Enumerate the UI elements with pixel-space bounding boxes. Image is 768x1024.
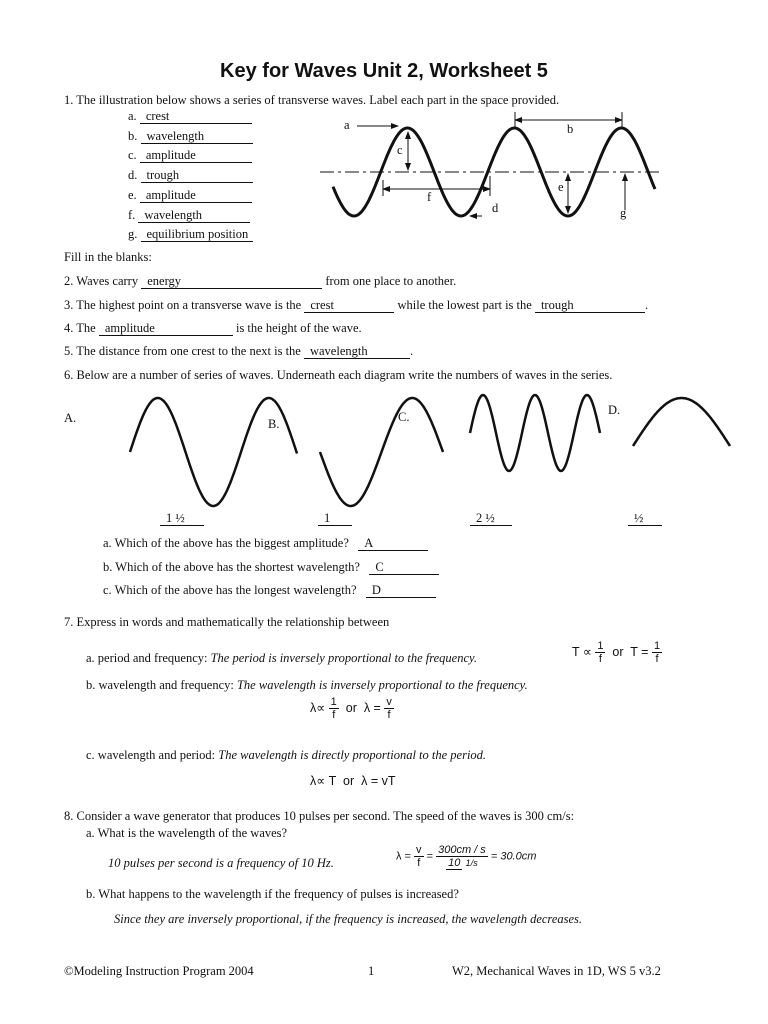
answer-blank: trough [535,299,645,313]
q7-text: 7. Express in words and mathematically the relationship between [64,615,390,629]
q8b-answer: Since they are inversely proportional, if the frequency is increased, the wavelength decreases. [114,912,583,926]
q8b-question: b. What happens to the wavelength if the frequency of pulses is increased? [86,887,459,901]
wave-D [633,398,730,446]
label-d: d [492,201,499,215]
fill-in-heading: Fill in the blanks: [64,250,152,264]
label-answer: c. amplitude [128,148,252,163]
label-B: B. [268,417,280,431]
wave-A [130,398,297,506]
footer-left: ©Modeling Instruction Program 2004 [64,964,254,978]
formula-period: T ∝ $\frac{1}{f}$ or T = $\frac{1}{f}$ [572,640,661,665]
wave-C [470,395,600,471]
label-A: A. [64,411,77,425]
q7c: c. wavelength and period: The wavelength is directly proportional to the period. [86,748,487,762]
q4: 4. The amplitude is the height of the wave. [64,321,362,335]
q2: 2. Waves carry energy from one place to another. [64,274,457,288]
page-number: 1 [368,964,375,978]
answer-blank: crest [304,299,394,313]
label-D: D. [608,403,621,417]
label-answer: f. wavelength [128,208,250,223]
q8a-question: a. What is the wavelength of the waves? [86,826,288,840]
footer-right: W2, Mechanical Waves in 1D, WS 5 v3.2 [452,964,661,978]
answer-blank: energy [141,275,322,289]
q7a: a. period and frequency: The period is inversely proportional to the frequency. [86,651,478,665]
label-e: e [558,180,564,194]
q1-text: 1. The illustration below shows a series of transverse waves. Label each part in the space provided. [64,93,560,107]
q3: 3. The highest point on a transverse wave is the crest while the lowest part is the trough . [64,298,649,312]
wave-B [320,398,443,506]
formula-q8: λ = $\frac{v}{f}$ = $\frac{300cm / s}{10 1/s}$ = 30.0cm [396,844,537,869]
q7b: b. wavelength and frequency: The wavelength is inversely proportional to the frequency. [86,678,528,692]
label-b: b [567,122,574,136]
label-a: a [344,118,350,132]
label-answer: g. equilibrium position [128,227,253,242]
q5: 5. The distance from one crest to the next is the wavelength . [64,344,414,358]
label-c: c [397,143,403,157]
q6-subquestion: a. Which of the above has the biggest amplitude? A [103,536,428,551]
answer-blank: amplitude [99,322,233,336]
formula-wavelength-frequency: λ∝ $\frac{1}{f}$ or λ = $\frac{v}{f}$ [310,696,392,721]
q6-subquestion: b. Which of the above has the shortest wavelength? C [103,560,439,575]
q6-text: 6. Below are a number of series of waves. Underneath each diagram write the numbers of waves in the series. [64,368,613,382]
q6-subquestion: c. Which of the above has the longest wavelength? D [103,583,436,598]
page-title: Key for Waves Unit 2, Worksheet 5 [220,60,548,82]
count-D: ½ [628,512,662,526]
label-f: f [427,190,432,204]
q8-text: 8. Consider a wave generator that produces 10 pulses per second. The speed of the waves is 300 cm/s: [64,809,575,823]
label-answer: e. amplitude [128,188,252,203]
formula-wavelength-period: λ∝ T or λ = vT [310,774,396,788]
label-C: C. [398,410,410,424]
count-C: 2 ½ [470,512,512,526]
q8a-answer: 10 pulses per second is a frequency of 10 Hz. [108,856,334,870]
label-answer: b. wavelength [128,129,253,144]
label-answer: d. trough [128,168,253,183]
count-B: 1 [318,512,352,526]
count-A: 1 ½ [160,512,204,526]
label-g: g [620,206,627,220]
label-answer: a. crest [128,109,252,124]
answer-blank: wavelength [304,345,410,359]
